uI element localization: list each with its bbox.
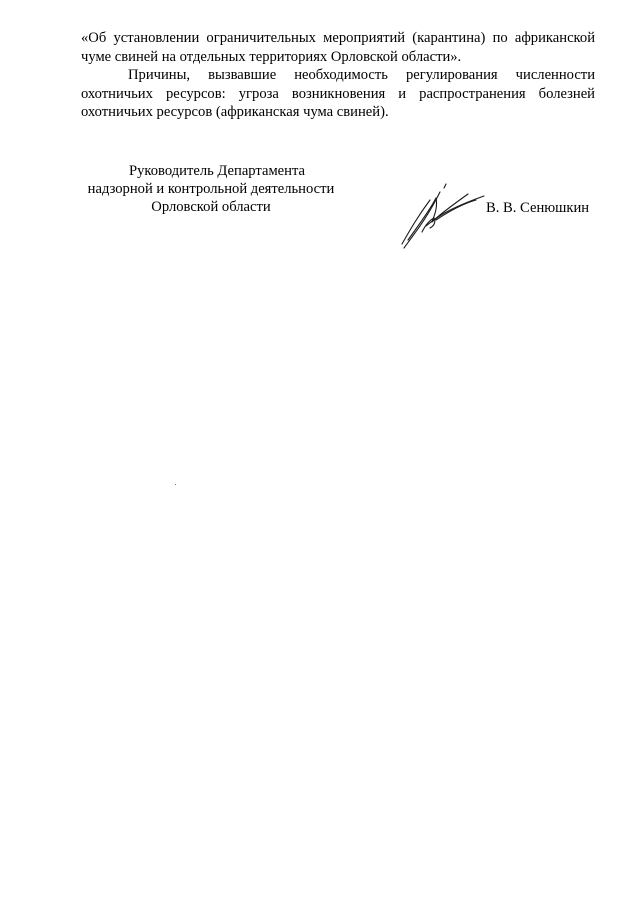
signer-name: В. В. Сенюшкин xyxy=(486,200,590,216)
scan-speck xyxy=(175,484,176,485)
position-line-3: Орловской области xyxy=(151,199,271,215)
signatory-position xyxy=(81,162,341,216)
signature-stroke xyxy=(444,184,446,188)
position-line-2: надзорной и контрольной деятельности xyxy=(87,181,335,197)
position-line-1: Руководитель Департамента xyxy=(129,163,305,179)
document-body xyxy=(81,29,595,122)
handwritten-signature-icon xyxy=(396,180,486,252)
paragraph-reasons: Причины, вызвавшие необходимость регулирования численности охотничьих ресурсов: угроза возникновения и распространения болезней охотничьих ресурсов (африканская чума свиней). xyxy=(81,67,595,120)
signature-stroke xyxy=(402,200,430,244)
paragraph-order-title: «Об установлении ограничительных мероприятий (карантина) по африканской чуме свиней на отдельных территориях Орловской области». xyxy=(81,30,595,65)
